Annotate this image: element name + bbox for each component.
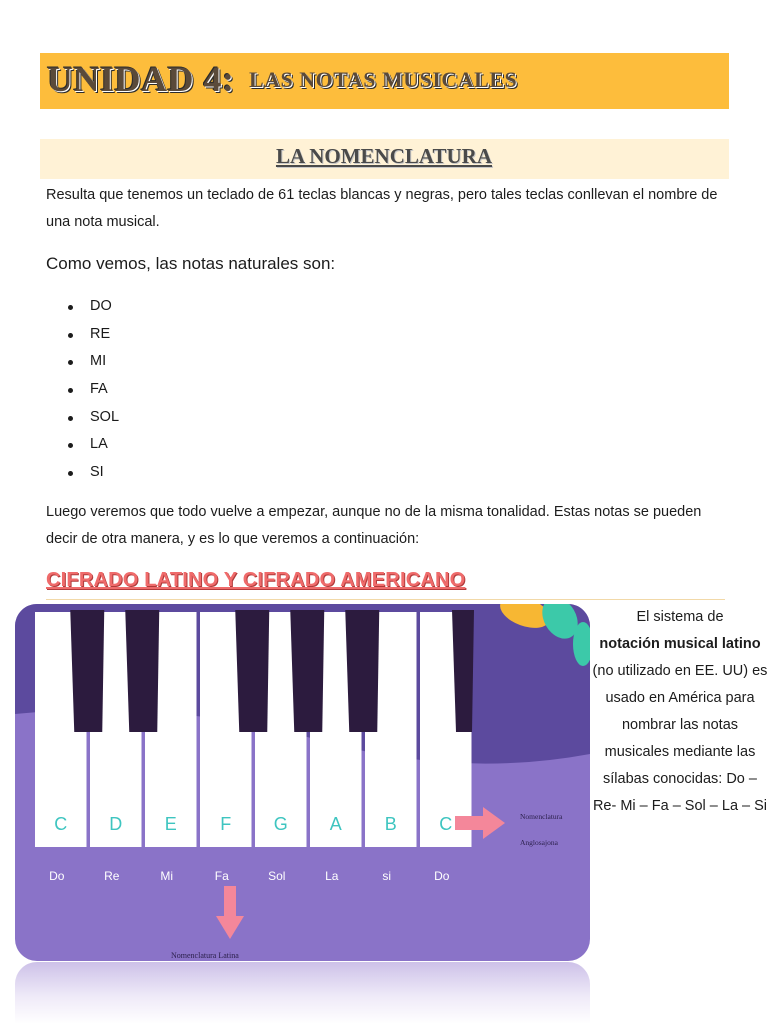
- american-note-label: C: [54, 814, 68, 834]
- american-note-label: A: [329, 814, 342, 834]
- natural-notes-list: [46, 293, 119, 487]
- side-text-1: El sistema de: [636, 609, 724, 625]
- cifrado-heading: CIFRADO LATINO Y CIFRADO AMERICANO: [46, 569, 466, 591]
- latin-note-label: Do: [49, 869, 65, 883]
- latin-label: Nomenclatura Latina: [171, 951, 239, 960]
- piano-svg: [15, 604, 590, 961]
- continuation-paragraph: Luego veremos que todo vuelve a empezar, aunque no de la misma tonalidad. Estas notas se pueden decir de otra manera, y es lo que veremos a continuación:: [46, 504, 702, 547]
- arrow-down-icon: [216, 886, 244, 939]
- side-text-2: (no utilizado en EE. UU) es usado en América para nombrar las notas musicales mediante las sílabas conocidas: Do – Re- Mi – Fa – Sol – La – Si: [592, 663, 768, 814]
- latin-note-label: Re: [104, 869, 120, 883]
- american-note-label: F: [220, 814, 232, 834]
- black-key: [235, 610, 269, 732]
- latin-note-label: Mi: [160, 869, 174, 883]
- intro-paragraph: Resulta que tenemos un teclado de 61 teclas blancas y negras, pero tales teclas conllevan el nombre de una nota musical.: [46, 187, 718, 230]
- list-item: SI: [46, 459, 119, 487]
- american-note-label: B: [384, 814, 397, 834]
- unit-subtitle: LAS NOTAS MUSICALES: [249, 67, 518, 92]
- latin-note-label: Fa: [214, 869, 229, 883]
- list-item: SOL: [46, 404, 119, 432]
- black-key: [70, 610, 104, 732]
- american-note-label: E: [164, 814, 177, 834]
- list-item: FA: [46, 376, 119, 404]
- list-item: RE: [46, 321, 119, 349]
- anglo-label-line1: Nomenclatura: [520, 812, 563, 821]
- latin-note-label: La: [325, 869, 339, 883]
- black-key: [290, 610, 324, 732]
- black-key: [345, 610, 379, 732]
- anglo-label-line2: Anglosajona: [520, 838, 558, 847]
- latin-note-label: si: [382, 869, 392, 883]
- heading-rule: [46, 599, 725, 600]
- american-note-label: D: [109, 814, 123, 834]
- list-item: LA: [46, 431, 119, 459]
- latin-note-label: Sol: [268, 869, 286, 883]
- unit-title: UNIDAD 4:: [47, 59, 235, 99]
- image-reflection: [15, 962, 590, 1024]
- latin-note-label: Do: [434, 869, 450, 883]
- natural-notes-intro: Como vemos, las notas naturales son:: [46, 254, 336, 273]
- side-text-bold: notación musical latino: [599, 636, 761, 652]
- list-item: MI: [46, 348, 119, 376]
- american-note-label: C: [439, 814, 453, 834]
- piano-illustration: [15, 604, 590, 961]
- list-item: DO: [46, 293, 119, 321]
- side-description: [592, 604, 768, 820]
- section-title: LA NOMENCLATURA: [275, 144, 493, 168]
- black-key: [125, 610, 159, 732]
- american-note-label: G: [273, 814, 288, 834]
